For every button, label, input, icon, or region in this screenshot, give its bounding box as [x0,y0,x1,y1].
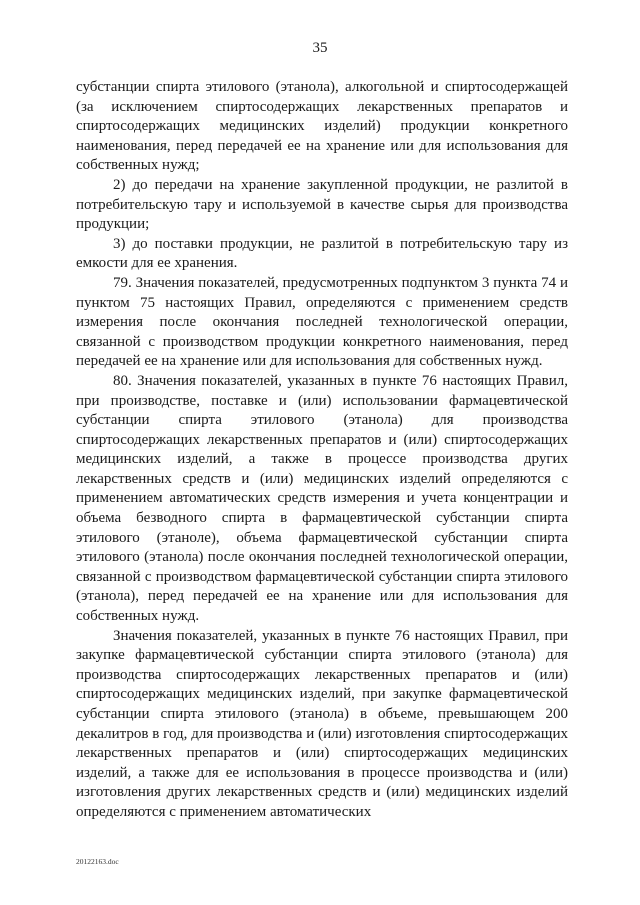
paragraph-subitem-2: 2) до передачи на хранение закупленной продукции, не разлитой в потребительскую тару и используемой в качестве сырья для производства продукции; [76,176,568,233]
paragraph-80-continued: Значения показателей, указанных в пункте 76 настоящих Правил, при закупке фармацевтической субстанции спирта этилового (этанола) для производства спиртосодержащих лекарственных препаратов и (или) спиртосодержащих медицинских изделий, при закупке фармацевтической субстанции спирта этилового (этанола) в объеме, превышающем 200 декалитров в год, для производства и (или) изготовления спиртосодержащих лекарственных препаратов и (или) спиртосодержащих медицинских изделий, а также для ее использования в процессе производства и (или) изготовления других лекарственных средств и (или) медицинских изделий определяются с применением автоматических [76,627,568,820]
paragraph-80: 80. Значения показателей, указанных в пункте 76 настоящих Правил, при производстве, поставке и (или) использовании фармацевтической субстанции спирта этилового (этанола) для производства спиртосодержащих лекарственных препаратов и (или) спиртосодержащих медицинских изделий, а также в процессе производства других лекарственных средств и (или) медицинских изделий определяются с применением автоматических средств измерения и учета концентрации и объема безводного спирта в фармацевтической субстанции спирта этилового (этаноле), объема фармацевтической субстанции спирта этилового (этанола) после окончания последней технологической операции, связанной с производством фармацевтической субстанции спирта этилового (этанола), перед передачей ее на хранение или для использования для собственных нужд. [76,372,568,625]
paragraph-79: 79. Значения показателей, предусмотренных подпунктом 3 пункта 74 и пунктом 75 настоящих Правил, определяются с применением средств измерения после окончания последней технологической операции, связанной с производством продукции конкретного наименования, перед передачей ее на хранение или для использования для собственных нужд. [76,274,568,370]
page-number: 35 [312,40,328,56]
document-body [76,78,568,823]
paragraph-subitem-3: 3) до поставки продукции, не разлитой в потребительскую тару из емкости для ее хранения. [76,235,568,272]
paragraph-continuation: субстанции спирта этилового (этанола), алкогольной и спиртосодержащей (за исключением спиртосодержащих лекарственных препаратов и спиртосодержащих медицинских изделий) продукции конкретного наименования, перед передачей ее на хранение или для использования для собственных нужд; [76,79,568,174]
file-name-footer: 20122163.doc [76,857,119,866]
